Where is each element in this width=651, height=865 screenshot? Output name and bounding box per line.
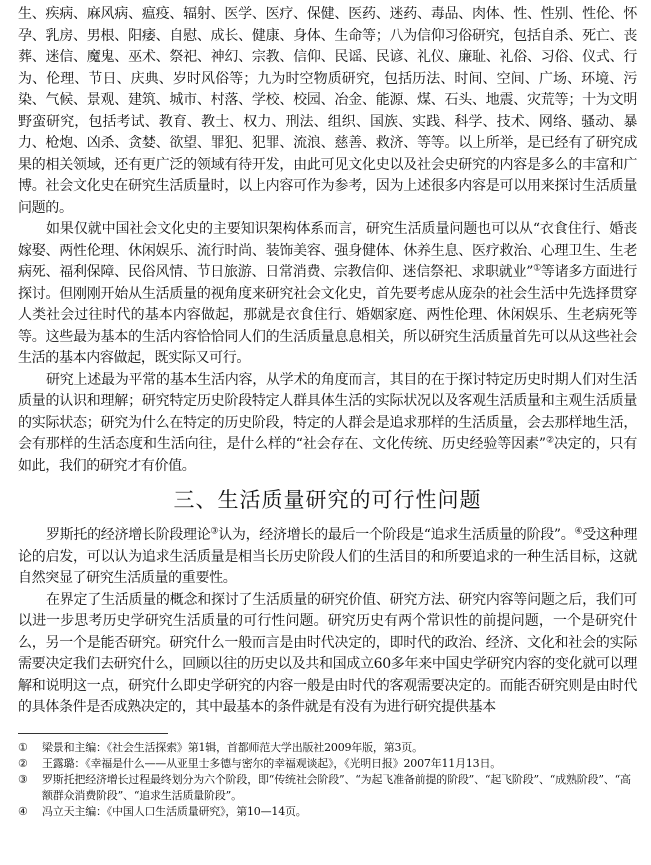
- paragraph-1-text: 生、疾病、麻风病、瘟疫、辐射、医学、医疗、保健、医药、迷药、毒品、肉体、性、性别、性伦、怀孕、乳房、男根、阳痿、自慰、成长、健康、身体、生命等；八为信仰习俗研究，包括自杀、死亡、丧葬、迷信、魔鬼、巫术、祭祀、神幻、宗教、信仰、民谣、民谚、礼仪、廉耻、礼俗、习俗、仪式、行为、伦理、节日、庆典、岁时风俗等；九为时空物质研究，包括历法、时间、空间、广场、环境、污染、气候、景观、建筑、城市、村落、学校、校园、冶金、能源、煤、石头、地震、灾荒等；十为文明野蛮研究，包括考试、教育、教士、权力、刑法、组织、国族、实践、科学、技术、网络、骚动、暴力、枪炮、凶杀、贪婪、欲望、罪犯、犯罪、流浪、慈善、救济、等等。以上所举，是已经有了研究成果的相关领域，还有更广泛的领域有待开发，由此可见文化史以及社会史研究的内容是多么的丰富和广博。社会文化史在研究生活质量时，以上内容可作为参考，因为上述很多内容是可以用来探讨生活质量问题的。: [18, 6, 637, 216]
- paragraph-2-text-after: 等诸多方面进行探讨。但刚刚开始从生活质量的视角度来研究社会文化史，首先要考虑从庞杂的社会生活中先选择贯穿人类社会过往时代的基本内容做起，那就是衣食住行、婚姻家庭、两性伦理、休闲娱乐、生老病死等等。这些最为基本的生活内容恰恰同人们的生活质量息息相关，所以研究生活质量首先可以从这些社会生活的基本内容做起，既实际又可行。: [18, 264, 637, 366]
- footnote-item: [18, 740, 637, 756]
- footnote-item: [18, 772, 637, 804]
- paragraph-1: [18, 4, 637, 219]
- footnote-ref-1: ①: [533, 263, 541, 274]
- paragraph-4-text: 罗斯托的经济增长阶段理论: [46, 527, 211, 543]
- footnote-divider: [18, 733, 168, 734]
- footnote-mark: ②: [18, 756, 28, 770]
- footnote-text: 王露璐：《幸福是什么——从亚里士多德与密尔的幸福观谈起》，《光明日报》2007年11月13日。: [42, 756, 502, 770]
- footnote-item: [18, 804, 637, 820]
- footnote-mark: ④: [18, 804, 28, 818]
- footnote-text: 罗斯托把经济增长过程最终划分为六个阶段，即“传统社会阶段”、“为起飞准备前提的阶段”、“起飞阶段”、“成熟阶段”、“高额群众消费阶段”、“追求生活质量阶段”。: [42, 772, 631, 802]
- section-title: 三、生活质量研究的可行性问题: [173, 488, 482, 512]
- footnote-mark: ①: [18, 740, 28, 754]
- footnote-ref-3: ③: [210, 526, 219, 537]
- paragraph-4-text-mid: 认为，经济增长的最后一个阶段是“追求生活质量的阶段”。: [218, 527, 575, 543]
- paragraph-2: [18, 219, 637, 370]
- footnote-text: 梁景和主编：《社会生活探索》第1辑，首都师范大学出版社2009年版，第3页。: [42, 740, 423, 754]
- footnote-ref-2: ②: [545, 435, 554, 446]
- paragraph-5: [18, 590, 637, 719]
- footnote-ref-4: ④: [574, 526, 583, 537]
- footnote-mark: ③: [18, 772, 28, 786]
- footnote-text: 冯立天主编：《中国人口生活质量研究》，第10—14页。: [42, 804, 307, 818]
- paragraph-2-text: 如果仅就中国社会文化史的主要知识架构体系而言，研究生活质量问题也可以从“衣食住行、婚丧嫁娶、两性伦理、休闲娱乐、流行时尚、装饰美容、强身健体、休养生息、医疗救治、心理卫生、生老病死、福利保障、民俗风情、节日旅游、日常消费、宗教信仰、迷信祭祀、求职就业”: [18, 221, 637, 280]
- paragraph-4: [18, 525, 637, 590]
- footnote-list: [18, 740, 637, 820]
- paragraph-4-text-after: 受这种理论的启发，可以认为追求生活质量是相当长历史阶段人们的生活目的和所要追求的一种生活目标，这就自然突显了研究生活质量的重要性。: [18, 527, 638, 586]
- paragraph-3: [18, 370, 637, 478]
- paragraph-5-text: 在界定了生活质量的概念和探讨了生活质量的研究价值、研究方法、研究内容等问题之后，我们可以进一步思考历史学研究生活质量的可行性问题。研究历史有两个常识性的前提问题，一个是研究什么，另一个是能否研究。研究什么一般而言是由时代决定的，即时代的政治、经济、文化和社会的实际需要决定我们去研究什么，回顾以往的历史以及共和国成立60多年来中国史学研究内容的变化就可以理解和说明这一点，研究什么即史学研究的内容一般是由时代的客观需要决定的。而能否研究则是由时代的具体条件是否成熟决定的，其中最基本的条件就是有没有为进行研究提供基本: [18, 591, 637, 715]
- paragraph-3-text: 研究上述最为平常的基本生活内容，从学术的角度而言，其目的在于探讨特定历史时期人们对生活质量的认识和理解；研究特定历史阶段特定人群具体生活的实际状况以及客观生活质量和主观生活质量的实际状态；研究为什么在特定的历史阶段，特定的人群会是追求那样的生活质量，会去那样地生活，会有那样的生活态度和生活向往，是什么样的“社会存在、文化传统、历史经验等因素”: [18, 371, 637, 452]
- paragraph-3-text-after: 决定的，只有如此，我们的研究才有价值。: [18, 436, 637, 474]
- footnote-item: [18, 756, 637, 772]
